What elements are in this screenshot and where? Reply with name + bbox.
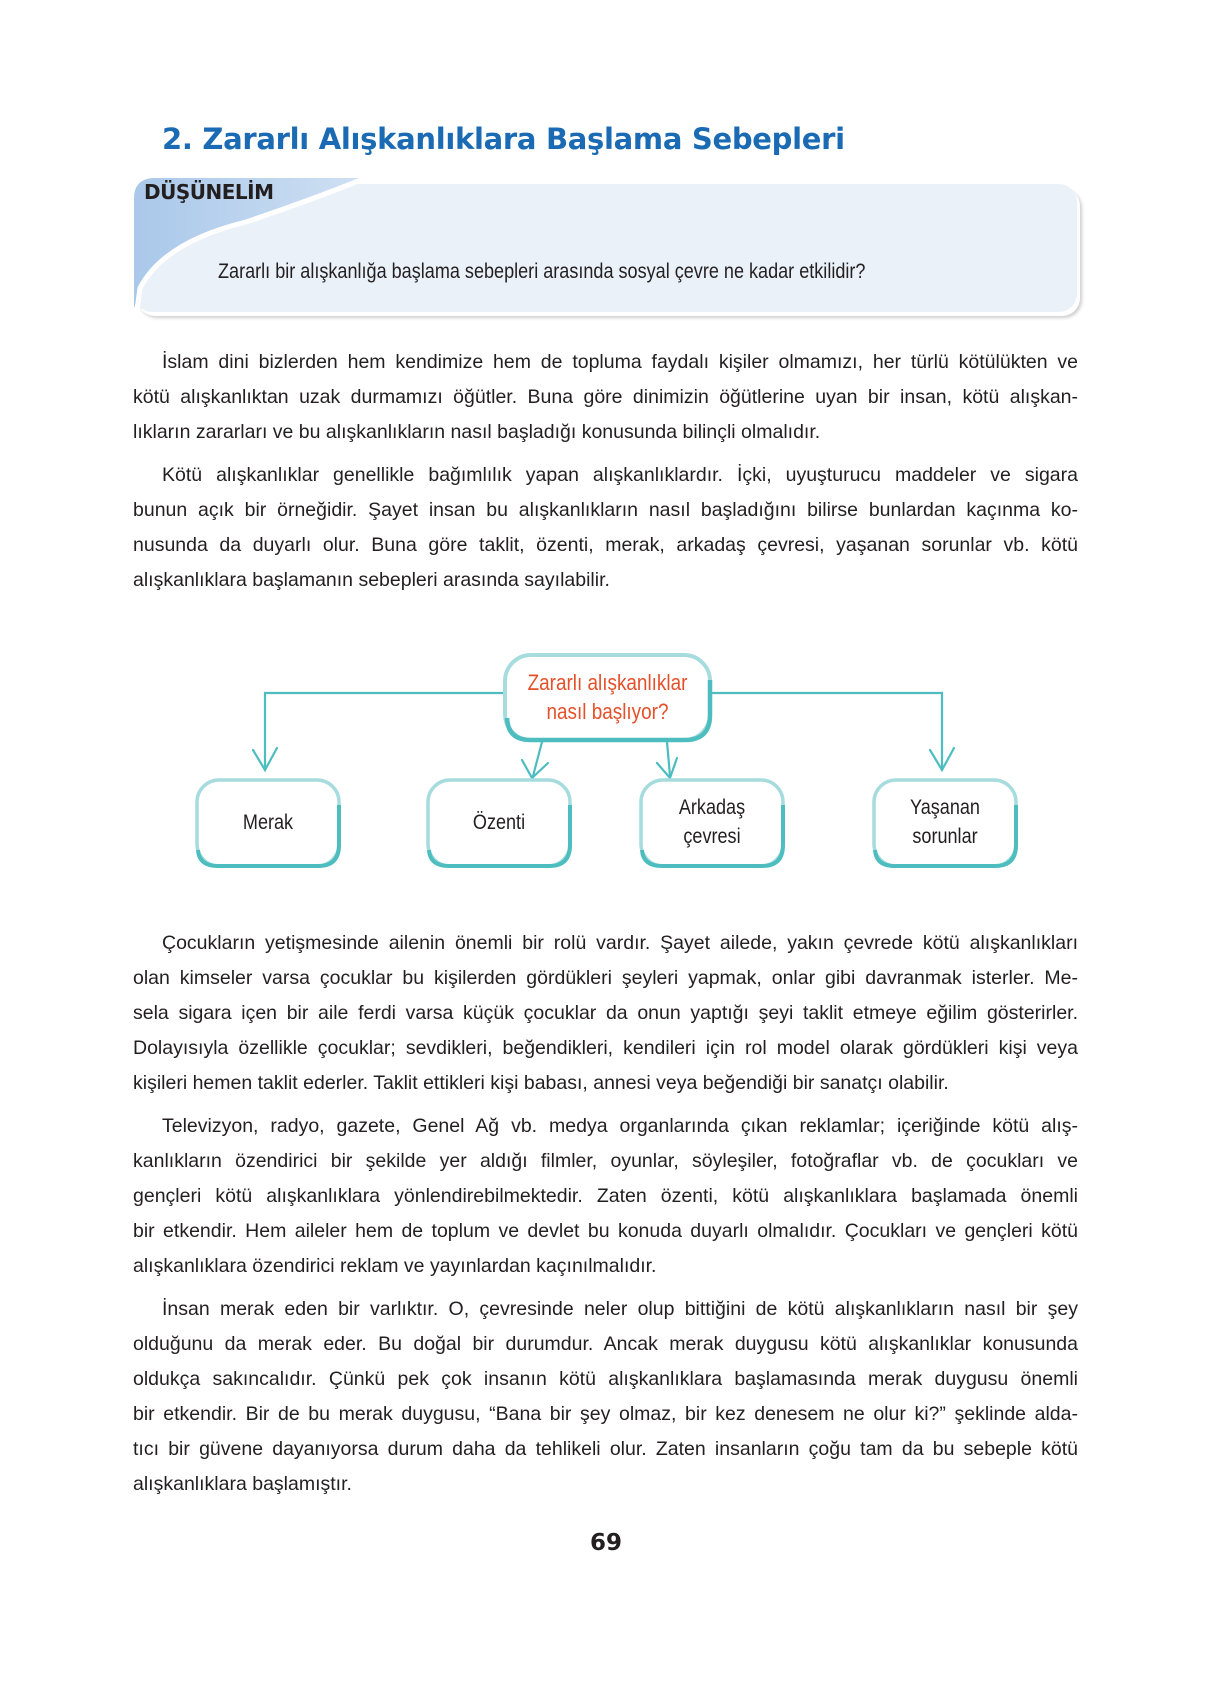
connector-left [265,693,505,770]
center-node-line: Zararlı alışkanlıklar [527,670,688,695]
paragraph-line: alışkanlıklara başlamanın sebepleri arasında sayılabilir. [133,569,610,591]
connector-right [710,693,942,770]
node-label: Merak [242,811,294,834]
page-number: 69 [590,1530,623,1556]
paragraph-line: Çocukların yetişmesinde ailenin önemli bir rolü vardır. Şayet ailede, yakın çevrede kötü alışkanlıkları [162,932,1078,954]
node-label: Özenti [472,811,526,834]
arrowhead-arkadas [657,758,677,778]
think-label: DÜŞÜNELİM [144,180,274,204]
connector-arkadas [667,742,670,776]
node-label: çevresi [683,825,741,848]
section-title: 2. Zararlı Alışkanlıklara Başlama Sebepleri [162,122,845,156]
paragraph-line: lıkların zararları ve bu alışkanlıkların nasıl başladığı konusunda bilinçli olmalıdır. [133,421,821,443]
paragraph-line: gençleri kötü alışkanlıklara yönlendirebilmektedir. Zaten özenti, kötü alışkanlıklara başlamada önemli [133,1185,1078,1207]
paragraph-line: alışkanlıklara özendirici reklam ve yayınlardan kaçınılmalıdır. [133,1255,657,1277]
node-yasanan [884,793,1006,851]
paragraph-line: bunun açık bir örneğidir. Şayet insan bu alışkanlıkların nasıl başladığını bilirse bunlardan kaçınma ko- [133,499,1078,521]
paragraph-line: nusunda da duyarlı olur. Buna göre taklit, özenti, merak, arkadaş çevresi, yaşanan sorunlar vb. kötü [133,534,1078,556]
paragraph-line: kişileri hemen taklit ederler. Taklit ettikleri kişi babası, annesi veya beğendiği bir sanatçı olabilir. [133,1072,949,1094]
node-label: Yaşanan [910,796,980,819]
paragraph-line: alışkanlıklara başlamıştır. [133,1473,352,1495]
paragraph [133,1109,1078,1284]
paragraph-line: tıcı bir güvene dayanıyorsa durum daha da tehlikeli olur. Zaten insanların çoğu tam da bu sebeple kötü [133,1438,1078,1460]
center-node-label [519,668,695,726]
paragraph [133,1292,1078,1502]
paragraph-line: olan kimseler varsa çocuklar bu kişilerden gördükleri şeyleri yapmak, onlar gibi davranmak isterler. Me- [133,967,1078,989]
node-ozenti [438,808,560,837]
node-label: sorunlar [912,825,978,848]
paragraph [133,926,1078,1101]
paragraph-line: kötü alışkanlıktan uzak durmamızı öğütler. Buna göre dinimizin öğütlerine uyan bir insan, kötü alışkan- [133,386,1078,408]
paragraph-line: İslam dini bizlerden hem kendimize hem de topluma faydalı kişiler olmamızı, her türlü kötülükten ve [162,351,1078,373]
node-merak [207,808,329,837]
node-label: Arkadaş [678,796,746,819]
paragraph-line: bir etkendir. Hem aileler hem de toplum ve devlet bu konuda duyarlı olmalıdır. Çocukları ve gençleri kötü [133,1220,1078,1242]
paragraph-line: olduğunu da merak eder. Bu doğal bir durumdur. Ancak merak duygusu kötü alışkanlıklar konusunda [133,1333,1078,1355]
paragraph-line: bir etkendir. Bir de bu merak duygusu, “Bana bir şey olmaz, bir kez denesem ne olur ki?” şeklinde alda- [133,1403,1078,1425]
node-arkadas [651,793,773,851]
paragraph-line: sela sigara içen bir aile ferdi varsa küçük çocuklar da onun yaptığı şeyi taklit etmeye eğilim gösterirler. [133,1002,1078,1024]
think-question: Zararlı bir alışkanlığa başlama sebepleri arasında sosyal çevre ne kadar etkilidir? [218,260,866,283]
paragraph-line: Televizyon, radyo, gazete, Genel Ağ vb. medya organlarında çıkan reklamlar; içeriğinde kötü alış- [162,1115,1078,1137]
paragraph-line: oldukça sakıncalıdır. Çünkü pek çok insanın kötü alışkanlıklara başlamasında merak duygusu önemli [133,1368,1078,1390]
paragraph-line: kanlıkların özendirici bir şekilde yer aldığı filmler, oyunlar, söyleşiler, fotoğraflar vb. de çocukları ve [133,1150,1078,1172]
center-node-line: nasıl başlıyor? [546,699,669,724]
paragraph-line: İnsan merak eden bir varlıktır. O, çevresinde neler olup bittiğini de kötü alışkanlıkların nasıl bir şey [162,1298,1078,1320]
paragraph-line: Kötü alışkanlıklar genellikle bağımlılık yapan alışkanlıklardır. İçki, uyuşturucu maddeler ve sigara [162,464,1078,486]
paragraph-line: Dolayısıyla özellikle çocuklar; sevdikleri, beğendikleri, kendileri için rol model olarak gördükleri kişi veya [133,1037,1078,1059]
